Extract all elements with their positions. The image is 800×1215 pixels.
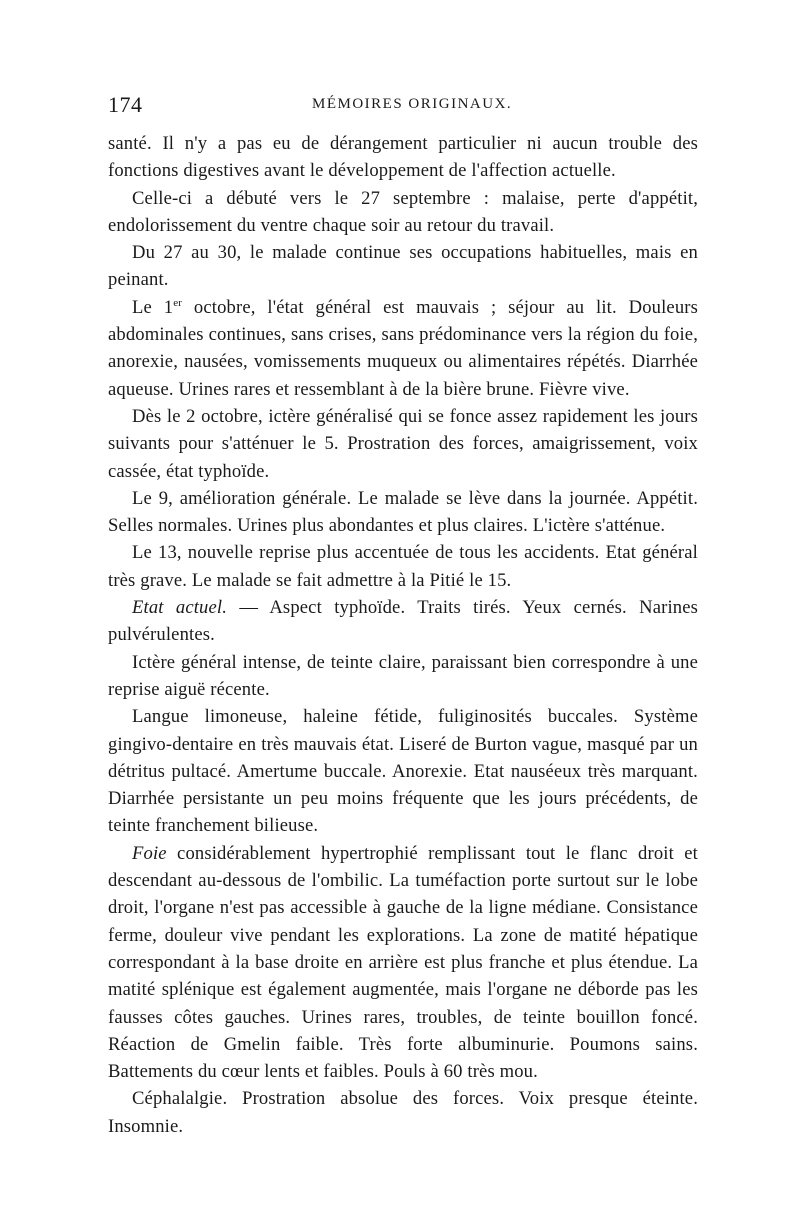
paragraph: Dès le 2 octobre, ictère généralisé qui se fonce assez rapidement les jours suivants pour s'atténuer le 5. Prostration des forces, amaigrissement, voix cassée, état typhoïde. <box>108 405 698 482</box>
paragraph: santé. Il n'y a pas eu de dérangement particulier ni aucun trouble des fonctions digestives avant le développement de l'affection actuelle. <box>108 133 698 182</box>
page-header <box>108 92 698 122</box>
paragraph: Foie considérablement hypertrophié remplissant tout le flanc droit et descendant au-dessous de l'ombilic. La tuméfaction porte surtout sur le lobe droit, l'organe n'est pas accessible à gauche de la ligne médiane. Consistance ferme, douleur vive pendant les explorations. La zone de matité hépatique correspondant à la base droite en arrière est plus franche et plus étendue. La matité splénique est également augmentée, mais l'organe ne déborde pas les fausses côtes gauches. Urines rares, troubles, de teinte bouillon foncé. Réaction de Gmelin faible. Très forte albuminurie. Poumons sains. Battements du cœur lents et faibles. Pouls à 60 très mou. <box>108 842 698 1083</box>
page-number: 174 <box>108 92 143 117</box>
section-label: Foie <box>132 842 167 864</box>
paragraph: Le 1er octobre, l'état général est mauvais ; séjour au lit. Douleurs abdominales continues, sans crises, sans prédominance vers la région du foie, anorexie, nausées, vomissements muqueux ou alimentaires répétés. Diarrhée aqueuse. Urines rares et ressemblant à de la bière brune. Fièvre vive. <box>108 296 698 400</box>
paragraph: Le 9, amélioration générale. Le malade se lève dans la journée. Appétit. Selles normales. Urines plus abondantes et plus claires. L'ictère s'atténue. <box>108 487 698 537</box>
section-label: Etat actuel. <box>132 597 228 619</box>
paragraph: Etat actuel. — Aspect typhoïde. Traits tirés. Yeux cernés. Narines pulvérulentes. <box>108 597 698 646</box>
running-head: MÉMOIRES ORIGINAUX. <box>312 96 513 112</box>
paragraph: Langue limoneuse, haleine fétide, fuliginosités buccales. Système gingivo-dentaire en très mauvais état. Liseré de Burton vague, masqué par un détritus pultacé. Amertume buccale. Anorexie. Etat nauséeux très marquant. Diarrhée persistante un peu moins fréquente que les jours précédents, de teinte franchement bilieuse. <box>108 706 698 837</box>
body-text <box>108 130 698 1140</box>
paragraph: Du 27 au 30, le malade continue ses occupations habituelles, mais en peinant. <box>108 242 698 291</box>
paragraph: Céphalalgie. Prostration absolue des forces. Voix presque éteinte. Insomnie. <box>108 1088 698 1137</box>
paragraph: Le 13, nouvelle reprise plus accentuée de tous les accidents. Etat général très grave. Le malade se fait admettre à la Pitié le 15. <box>108 542 698 591</box>
paragraph: Ictère général intense, de teinte claire, paraissant bien correspondre à une reprise aiguë récente. <box>108 651 698 700</box>
paragraph: Celle-ci a débuté vers le 27 septembre : malaise, perte d'appétit, endolorissement du ventre chaque soir au retour du travail. <box>108 187 698 236</box>
